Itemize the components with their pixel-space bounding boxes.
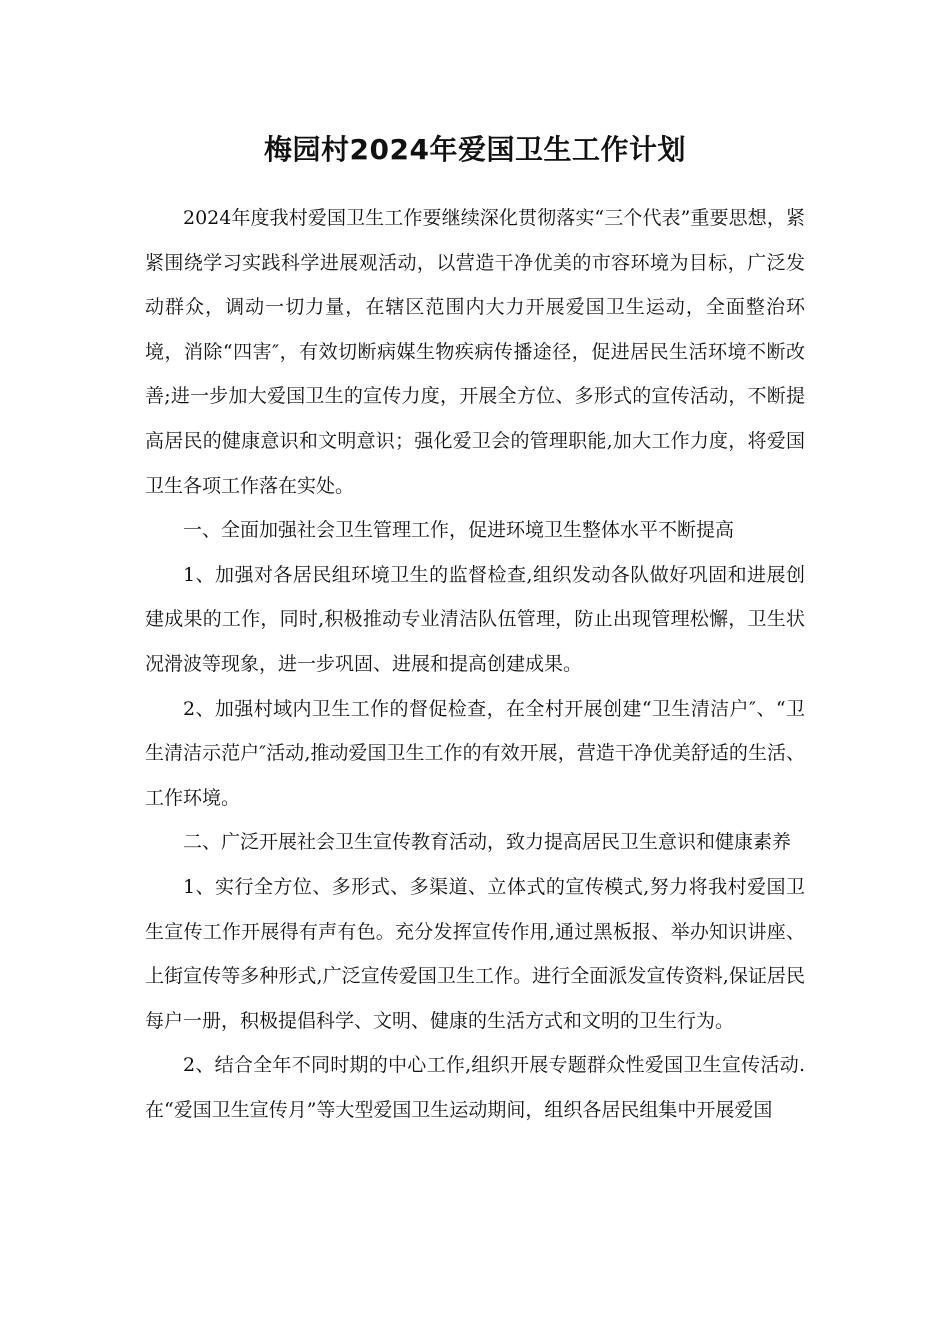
section-1-item-2: 2、加强村域内卫生工作的督促检查，在全村开展创建“卫生清洁户″、“卫生清洁示范户″活动,推动爱国卫生工作的有效开展，营造干净优美舒适的生活、工作环境。 — [145, 697, 805, 809]
section-2-item-2: 2、结合全年不同时期的中心工作,组织开展专题群众性爱国卫生宣传活动.在“爱国卫生宣传月”等大型爱国卫生运动期间，组织各居民组集中开展爱国 — [145, 1054, 805, 1121]
document-body — [145, 196, 805, 1132]
section-1-item-1: 1、加强对各居民组环境卫生的监督检查,组织发动各队做好巩固和进展创建成果的工作，同时,积极推动专业清洁队伍管理，防止出现管理松懈，卫生状况滑波等现象，进一步巩固、进展和提高创建成果。 — [145, 563, 805, 675]
document-title: 梅园村2024年爱国卫生工作计划 — [264, 133, 686, 166]
section-1-heading: 一、全面加强社会卫生管理工作，促进环境卫生整体水平不断提高 — [183, 519, 735, 542]
intro-paragraph: 2024年度我村爱国卫生工作要继续深化贯彻落实“三个代表”重要思想，紧紧围绕学习实践科学进展观活动，以营造干净优美的市容环境为目标，广泛发动群众，调动一切力量，在辖区范围内大力开展爱国卫生运动，全面整治环境，消除“四害″，有效切断病媒生物疾病传播途径，促进居民生活环境不断改善;进一步加大爱国卫生的宣传力度，开展全方位、多形式的宣传活动，不断提高居民的健康意识和文明意识；强化爱卫会的管理职能,加大工作力度，将爱国卫生各项工作落在实处。 — [145, 207, 805, 497]
section-2-item-1: 1、实行全方位、多形式、多渠道、立体式的宣传模式,努力将我村爱国卫生宣传工作开展得有声有色。充分发挥宣传作用,通过黑板报、举办知识讲座、上街宣传等多种形式,广泛宣传爱国卫生工作。进行全面派发宣传资料,保证居民每户一册，积极提倡科学、文明、健康的生活方式和文明的卫生行为。 — [145, 875, 805, 1032]
section-2-heading: 二、广泛开展社会卫生宣传教育活动，致力提高居民卫生意识和健康素养 — [183, 831, 792, 854]
